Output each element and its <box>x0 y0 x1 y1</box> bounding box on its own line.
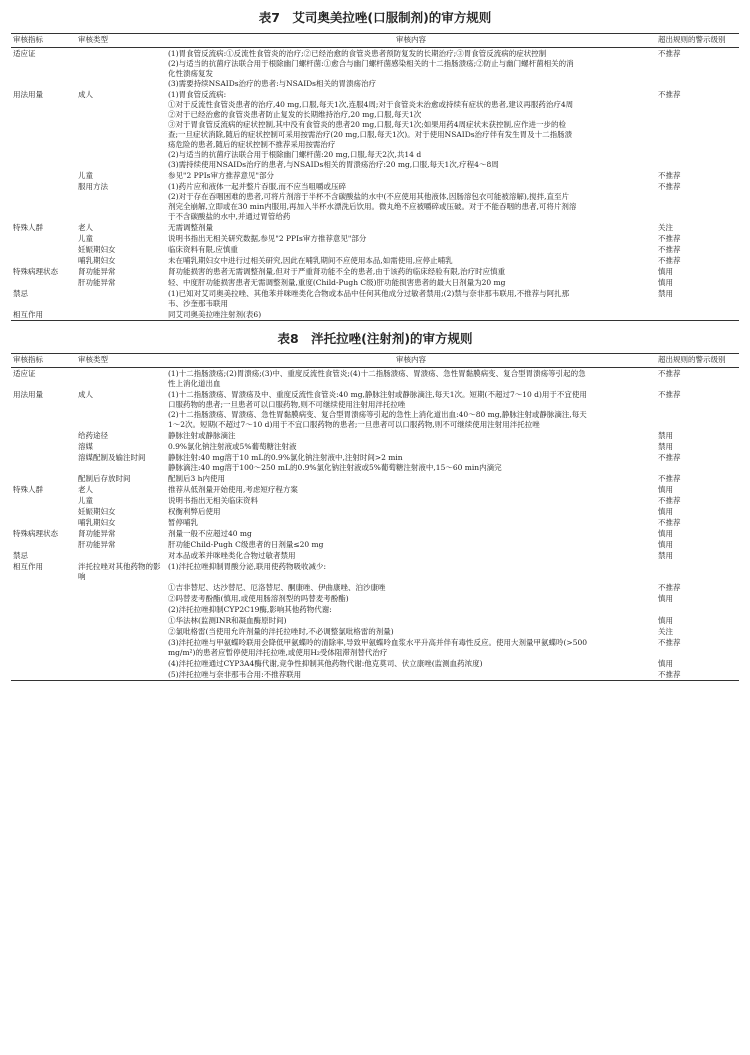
indicator-cell: 特殊病理状态 <box>13 528 58 538</box>
table7-title: 表7 艾司奥美拉唑(口服制剂)的审方规则 <box>258 10 492 25</box>
warning-level-cell: 不推荐 <box>658 48 681 58</box>
content-cell <box>166 495 656 506</box>
table-row <box>11 89 739 170</box>
indicator-cell: 用法用量 <box>13 389 43 399</box>
table8 <box>11 353 739 681</box>
indicator-cell: 适应证 <box>13 48 36 58</box>
indicator-cell <box>11 539 76 550</box>
type-cell: 妊娠期妇女 <box>78 506 116 516</box>
content-cell <box>166 658 656 669</box>
indicator-cell <box>11 604 76 615</box>
content-line: (4)泮托拉唑通过CYP3A4酶代谢,竞争性抑制其他药物代谢:他克莫司、伏立康唑(监测血药浓度) <box>168 658 483 668</box>
indicator-cell: 相互作用 <box>11 309 76 321</box>
table7-body <box>11 48 739 321</box>
content-cell <box>166 277 656 288</box>
indicator-cell <box>11 669 76 681</box>
table-row <box>11 288 739 309</box>
content-cell <box>166 266 656 277</box>
type-cell <box>76 550 166 561</box>
warning-level-cell: 慎用 <box>658 266 673 276</box>
table-row <box>11 506 739 517</box>
type-cell: 给药途径 <box>78 430 108 440</box>
content-line: mg/m²)的患者应暂停使用泮托拉唑,或使用H₂受体阻滞剂替代治疗 <box>168 647 388 657</box>
warning-level-cell <box>656 561 739 582</box>
warning-level-cell: 关注 <box>658 626 673 636</box>
type-cell: 肾功能异常 <box>78 528 116 538</box>
warning-level-cell: 不推荐 <box>658 181 681 191</box>
type-cell <box>76 593 166 604</box>
type-cell: 儿童 <box>78 233 93 243</box>
content-cell <box>166 389 656 430</box>
table-row <box>11 277 739 288</box>
table-row <box>11 473 739 484</box>
content-line: 无需调整剂量 <box>168 222 213 232</box>
content-cell <box>166 473 656 484</box>
table-row <box>11 658 739 669</box>
warning-level-cell: 不推荐 <box>658 473 681 483</box>
indicator-cell <box>11 582 76 593</box>
content-line: (2)与适当的抗菌疗法联合用于根除幽门螺杆菌:20 mg,口服,每天2次,共14 d <box>168 149 422 159</box>
indicator-cell <box>11 277 76 288</box>
content-line: 0.9%氯化钠注射液或5%葡萄糖注射液 <box>168 441 297 451</box>
content-line: 静脉滴注:40 mg溶于100～250 mL的0.9%氯化钠注射液或5%葡萄糖注射液中,15～60 min内滴完 <box>168 462 502 472</box>
indicator-cell <box>11 430 76 441</box>
warning-level-cell: 不推荐 <box>658 389 681 399</box>
indicator-cell: 相互作用 <box>13 561 43 571</box>
table-row <box>11 669 739 681</box>
content-cell <box>166 452 656 473</box>
content-line: 说明书指出无相关临床资料 <box>168 495 258 505</box>
content-line: 推荐从低剂量开始使用,考虑短疗程方案 <box>168 484 298 494</box>
type-cell: 老人 <box>78 222 93 232</box>
type-cell <box>76 637 166 658</box>
table-row <box>11 48 739 90</box>
content-line: 性上消化道出血 <box>168 378 221 388</box>
content-line: 临床资料有限,应慎重 <box>168 244 238 254</box>
content-cell <box>166 222 656 233</box>
content-line: (3)需持续使用NSAIDs治疗的患者,与NSAIDs相关的胃溃疡治疗:20 mg,口服,每天1次,疗程4～8周 <box>168 159 499 169</box>
type-cell: 哺乳期妇女 <box>78 517 116 527</box>
table-row <box>11 389 739 430</box>
content-line: 韦、沙奎那韦联用 <box>168 298 228 308</box>
type-cell <box>76 368 166 390</box>
content-cell <box>166 368 656 390</box>
type-cell: 儿童 <box>78 170 93 180</box>
type-cell: 肝功能异常 <box>78 539 116 549</box>
type-cell <box>76 658 166 669</box>
content-line: (2)对于存在吞咽困难的患者,可将片剂溶于半杯不含碳酸盐的水中(不应使用其他液体,因肠溶包衣可能被溶解),搅拌,直至片 <box>168 191 570 201</box>
table-row <box>11 368 739 390</box>
indicator-cell <box>11 181 76 222</box>
content-cell <box>166 89 656 170</box>
table-row <box>11 441 739 452</box>
warning-level-cell: 不推荐 <box>658 582 681 592</box>
warning-level-cell: 慎用 <box>658 593 673 603</box>
content-line: ①吉非替尼、达沙替尼、厄洛替尼、酮康唑、伊曲康唑、泊沙康唑 <box>168 582 386 592</box>
warning-level-cell: 禁用 <box>658 430 673 440</box>
type-cell: 泮托拉唑对其他药物的影响 <box>78 561 161 581</box>
type-cell <box>76 615 166 626</box>
indicator-cell <box>11 626 76 637</box>
warning-level-cell: 慎用 <box>658 539 673 549</box>
indicator-cell: 特殊病理状态 <box>13 266 58 276</box>
content-line: 1～2次。短期(不超过7～10 d)用于不宜口服药物的患者;一旦患者可以口服药物,则不可继续使用注射用泮托拉唑 <box>168 419 540 429</box>
table7 <box>11 33 739 321</box>
table-row <box>11 255 739 266</box>
table-row <box>11 266 739 277</box>
content-cell <box>166 430 656 441</box>
warning-level-cell: 不推荐 <box>658 170 681 180</box>
content-line: ②吗替麦考酚酯(慎用,或使用肠溶剂型的吗替麦考酚酯) <box>168 593 349 603</box>
warning-level-cell: 禁用 <box>658 441 673 451</box>
content-cell <box>166 626 656 637</box>
table-row <box>11 539 739 550</box>
content-line: 暂停哺乳 <box>168 517 198 527</box>
warning-level-cell: 不推荐 <box>658 368 681 378</box>
indicator-cell <box>11 255 76 266</box>
type-cell: 服用方法 <box>78 181 108 191</box>
content-line: ②对于已经治愈的食管炎患者防止复发的长期维持治疗,20 mg,口服,每天1次 <box>168 109 422 119</box>
content-line: 轻、中度肝功能损害患者无需调整剂量,重度(Child-Pugh C级)肝功能损害患者的最大日剂量为20 mg <box>168 277 506 287</box>
type-cell <box>76 604 166 615</box>
type-cell: 成人 <box>78 89 93 99</box>
table-row <box>11 222 739 233</box>
type-cell: 肝功能异常 <box>78 277 116 287</box>
indicator-cell <box>11 637 76 658</box>
warning-level-cell: 慎用 <box>658 528 673 538</box>
table7-header-type: 审核类型 <box>76 34 166 48</box>
table7-header-indicator: 审核指标 <box>11 34 76 48</box>
warning-level-cell: 禁用 <box>658 550 673 560</box>
content-line: (3)泮托拉唑与甲氨蝶呤联用会降低甲氨蝶呤的清除率,导致甲氨蝶呤血浆水平升高并伴有毒性反应。使用大剂量甲氨蝶呤(>500 <box>168 637 588 647</box>
content-line: ①对于反流性食管炎患者的治疗,40 mg,口服,每天1次,连服4周;对于食管炎未治愈或持续有症状的患者,建议再服药治疗4周 <box>168 99 574 109</box>
content-line: ②氯吡格雷(当使用允许剂量的泮托拉唑时,不必调整氯吡格雷的剂量) <box>168 626 394 636</box>
content-line: 同艾司奥美拉唑注射剂(表6) <box>168 309 262 319</box>
content-cell <box>166 255 656 266</box>
table-row <box>11 170 739 181</box>
content-line: (1)已知对艾司奥美拉唑、其他苯并咪唑类化合物或本品中任何其他成分过敏者禁用;(2)禁与奈非那韦联用,不推荐与阿扎那 <box>168 288 570 298</box>
content-line: 对本品或苯并咪唑类化合物过敏者禁用 <box>168 550 296 560</box>
table-row <box>11 517 739 528</box>
indicator-cell <box>11 441 76 452</box>
content-line: (5)泮托拉唑与奈非那韦合用:不推荐联用 <box>168 669 302 679</box>
table-row <box>11 528 739 539</box>
content-line: (1)十二指肠溃疡;(2)胃溃疡;(3)中、重度反流性食管炎;(4)十二指肠溃疡、胃溃疡、急性胃黏膜病变、复合型胃溃疡等引起的急 <box>168 368 586 378</box>
content-line: 静脉注射或静脉滴注 <box>168 430 236 440</box>
content-cell <box>166 582 656 593</box>
type-cell: 儿童 <box>78 495 93 505</box>
indicator-cell <box>11 244 76 255</box>
content-cell <box>166 309 656 321</box>
type-cell <box>76 626 166 637</box>
content-cell <box>166 181 656 222</box>
table7-header-warning: 超出规则的警示级别 <box>656 34 739 48</box>
table-row <box>11 626 739 637</box>
table7-header-row <box>11 34 739 48</box>
indicator-cell: 适应证 <box>13 368 36 378</box>
type-cell <box>76 288 166 309</box>
type-cell: 溶媒 <box>78 441 93 451</box>
indicator-cell: 禁忌 <box>13 550 28 560</box>
indicator-cell <box>11 658 76 669</box>
warning-level-cell: 关注 <box>658 222 673 232</box>
warning-level-cell: 慎用 <box>658 277 673 287</box>
indicator-cell <box>11 506 76 517</box>
type-cell <box>76 48 166 90</box>
table8-body <box>11 368 739 681</box>
content-line: ①华法林(监测INR和凝血酶原时间) <box>168 615 287 625</box>
table-row <box>11 582 739 593</box>
content-line: 肝功能Child-Pugh C级患者的日剂量≤20 mg <box>168 539 324 549</box>
content-line: 说明书指出无相关研究数据,参见"2 PPIs审方推荐意见"部分 <box>168 233 367 243</box>
content-line: 于不含碳酸盐的水中,并通过胃管给药 <box>168 211 291 221</box>
table-row <box>11 181 739 222</box>
content-cell <box>166 441 656 452</box>
content-line: (1)胃食管反流病: <box>168 89 227 99</box>
table-row <box>11 637 739 658</box>
table7-header-content: 审核内容 <box>166 34 656 48</box>
indicator-cell <box>11 615 76 626</box>
content-cell <box>166 48 656 90</box>
content-line: 肾功能损害的患者无需调整剂量,但对于严重肾功能不全的患者,由于该药的临床经验有限,治疗时应慎重 <box>168 266 506 276</box>
warning-level-cell: 不推荐 <box>658 244 681 254</box>
table8-title: 表8 泮托拉唑(注射剂)的审方规则 <box>277 331 473 346</box>
warning-level-cell: 不推荐 <box>656 669 739 681</box>
content-line: (3)需要持续NSAIDs治疗的患者:与NSAIDs相关的胃溃疡治疗 <box>168 78 377 88</box>
content-cell <box>166 244 656 255</box>
type-cell: 老人 <box>78 484 93 494</box>
content-cell <box>166 593 656 604</box>
table-row <box>11 495 739 506</box>
table8-header-warning: 超出规则的警示级别 <box>656 354 739 368</box>
table-row <box>11 244 739 255</box>
content-cell <box>166 484 656 495</box>
indicator-cell: 特殊人群 <box>13 484 43 494</box>
content-cell <box>166 528 656 539</box>
content-line: (2)十二指肠溃疡、胃溃疡、急性胃黏膜病变、复合型胃溃疡等引起的急性上消化道出血:40～80 mg,静脉注射或静脉滴注,每天 <box>168 409 587 419</box>
content-cell <box>166 561 656 582</box>
table-row <box>11 561 739 582</box>
type-cell: 配制后存放时间 <box>78 473 131 483</box>
content-line: 权衡利弊后使用 <box>168 506 221 516</box>
content-line: 查;一旦症状消除,随后的症状控制可采用按需治疗(20 mg,口服,每天1次)。对于使用NSAIDs治疗伴有发生胃及十二指肠溃 <box>168 129 573 139</box>
warning-level-cell: 禁用 <box>658 288 673 298</box>
content-cell <box>166 637 656 658</box>
warning-level-cell: 慎用 <box>658 506 673 516</box>
content-cell <box>166 604 656 615</box>
content-line: 化性溃疡复发 <box>168 68 213 78</box>
table8-header-row <box>11 354 739 368</box>
content-line: (2)泮托拉唑抑制CYP2C19酶,影响其他药物代谢: <box>168 604 332 614</box>
type-cell <box>76 669 166 681</box>
content-cell <box>166 517 656 528</box>
type-cell: 哺乳期妇女 <box>78 255 116 265</box>
content-line: 口服药物的患者;一旦患者可以口服药物,则不可继续使用注射用泮托拉唑 <box>168 399 406 409</box>
content-line: 剂量一般不应超过40 mg <box>168 528 252 538</box>
indicator-cell <box>11 473 76 484</box>
indicator-cell: 特殊人群 <box>13 222 43 232</box>
indicator-cell <box>11 233 76 244</box>
content-line: 剂完全崩解,立即或在30 min内服用,再加入半杯水漂洗后饮用。微丸绝不应被嚼碎或压破。对于不能吞咽的患者,可将片剂溶 <box>168 201 577 211</box>
warning-level-cell: 不推荐 <box>658 89 681 99</box>
type-cell: 肾功能异常 <box>78 266 116 276</box>
indicator-cell <box>11 593 76 604</box>
type-cell: 溶媒配制及输注时间 <box>78 452 146 462</box>
warning-level-cell: 慎用 <box>658 658 673 668</box>
indicator-cell <box>11 452 76 473</box>
table-row <box>11 604 739 615</box>
content-cell <box>166 288 656 309</box>
type-cell: 妊娠期妇女 <box>78 244 116 254</box>
content-line: ③对于胃食管反流病的症状控制,其中没有食管炎的患者20 mg,口服,每天1次;如果用药4周症状未获控制,应作进一步的检 <box>168 119 566 129</box>
content-line: 参见"2 PPIs审方推荐意见"部分 <box>168 170 274 180</box>
warning-level-cell <box>656 309 739 321</box>
content-line: 疡危险的患者,随后的症状控制不推荐采用按需治疗 <box>168 139 336 149</box>
content-line: (1)胃食管反流病:①反流性食管炎的治疗;②已经治愈的食管炎患者预防复发的长期治疗;③胃食管反流病的症状控制 <box>168 48 547 58</box>
table-row <box>11 593 739 604</box>
warning-level-cell: 不推荐 <box>658 255 681 265</box>
content-line: (1)药片应和液体一起并整片吞服,而不应当咀嚼或压碎 <box>168 181 347 191</box>
table8-header-indicator: 审核指标 <box>11 354 76 368</box>
indicator-cell <box>11 517 76 528</box>
content-cell <box>166 669 656 681</box>
warning-level-cell <box>656 604 739 615</box>
warning-level-cell: 慎用 <box>658 484 673 494</box>
table-row <box>11 430 739 441</box>
content-cell <box>166 506 656 517</box>
content-line: 配制后3 h内使用 <box>168 473 225 483</box>
table-row <box>11 233 739 244</box>
indicator-cell: 用法用量 <box>13 89 43 99</box>
warning-level-cell: 不推荐 <box>658 452 681 462</box>
table8-header-type: 审核类型 <box>76 354 166 368</box>
content-cell <box>166 615 656 626</box>
table8-header-content: 审核内容 <box>166 354 656 368</box>
warning-level-cell: 不推荐 <box>658 637 681 647</box>
warning-level-cell: 不推荐 <box>658 495 681 505</box>
content-line: 静脉注射:40 mg溶于10 mL的0.9%氯化钠注射液中,注射时间>2 min <box>168 452 403 462</box>
warning-level-cell: 不推荐 <box>658 233 681 243</box>
content-cell <box>166 539 656 550</box>
content-cell <box>166 550 656 561</box>
type-cell <box>76 582 166 593</box>
table-row <box>11 484 739 495</box>
indicator-cell: 禁忌 <box>13 288 28 298</box>
table-row <box>11 615 739 626</box>
indicator-cell <box>11 170 76 181</box>
content-line: (2)与适当的抗菌疗法联合用于根除幽门螺杆菌:①愈合与幽门螺杆菌感染相关的十二指肠溃疡;②防止与幽门螺杆菌相关的消 <box>168 58 574 68</box>
type-cell: 成人 <box>78 389 93 399</box>
content-line: (1)十二指肠溃疡、胃溃疡及中、重度反流性食管炎:40 mg,静脉注射或静脉滴注,每天1次。短期(不超过7～10 d)用于不宜使用 <box>168 389 587 399</box>
table-row <box>11 550 739 561</box>
content-line: 未在哺乳期妇女中进行过相关研究,因此在哺乳期间不应使用本品,如需使用,应停止哺乳 <box>168 255 453 265</box>
content-line: (1)泮托拉唑抑制胃酸分泌,联用使药物吸收减少: <box>168 561 327 571</box>
table-row <box>11 309 739 321</box>
type-cell <box>76 309 166 321</box>
content-cell <box>166 170 656 181</box>
warning-level-cell: 不推荐 <box>658 517 681 527</box>
warning-level-cell: 慎用 <box>658 615 673 625</box>
table-row <box>11 452 739 473</box>
indicator-cell <box>11 495 76 506</box>
content-cell <box>166 233 656 244</box>
